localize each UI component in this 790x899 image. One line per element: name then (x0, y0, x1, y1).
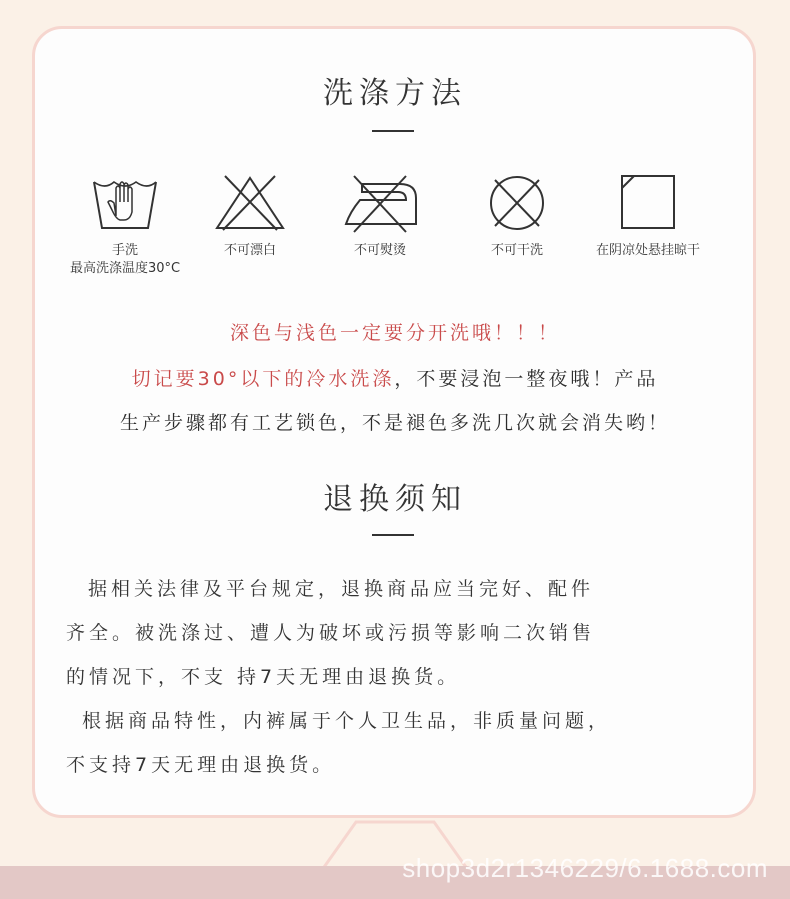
care-label-no-iron: 不可熨烫 (353, 243, 406, 258)
care-icons (60, 172, 730, 292)
note-separate-colors: 深色与浅色一定要分开洗哦！！！ (229, 322, 560, 344)
returns-p2-line2: 不支持7天无理由退换货。 (66, 754, 336, 776)
no-bleach-icon (213, 172, 287, 234)
care-label-no-bleach: 不可漂白 (223, 243, 276, 258)
no-iron-icon (340, 172, 420, 234)
care-label-no-dry-clean: 不可干洗 (490, 243, 543, 258)
hand-wash-icon (90, 172, 160, 234)
care-label-line-dry: 在阴凉处悬挂晾干 (595, 243, 700, 258)
line-dry-shade-icon (618, 172, 678, 234)
note-cold-water-black: ，不要浸泡一整夜哦！产品 (394, 368, 659, 390)
care-item-line-dry (578, 172, 718, 260)
care-item-hand-wash (60, 172, 190, 278)
washing-title: 洗涤方法 (323, 76, 467, 111)
washing-title-rule (372, 130, 414, 132)
returns-p1-line1: 据相关法律及平台规定，退换商品应当完好、配件 (88, 578, 595, 600)
note-cold-water (0, 364, 790, 391)
returns-p1-line2: 齐全。被洗涤过、遭人为破坏或污损等影响二次销售 (66, 622, 596, 644)
care-item-no-bleach (185, 172, 315, 260)
no-dry-clean-icon (485, 172, 549, 234)
returns-title: 退换须知 (323, 482, 467, 517)
returns-title-rule (372, 534, 414, 536)
returns-p2-line1: 根据商品特性，内裤属于个人卫生品，非质量问题， (82, 710, 612, 732)
watermark: shop3d2r1346229/6.1688.com (402, 853, 768, 883)
note-color-lock: 生产步骤都有工艺锁色，不是褪色多洗几次就会消失哟！ (119, 412, 670, 434)
care-label-hand-wash-temp: 最高洗涤温度30°C (69, 261, 181, 276)
care-item-no-iron (315, 172, 445, 260)
returns-p1-line3: 的情况下，不支 持7天无理由退换货。 (66, 666, 461, 688)
care-label-hand-wash: 手洗 (111, 243, 138, 258)
care-item-no-dry-clean (452, 172, 582, 260)
note-cold-water-red: 切记要30°以下的冷水洗涤 (131, 368, 395, 390)
